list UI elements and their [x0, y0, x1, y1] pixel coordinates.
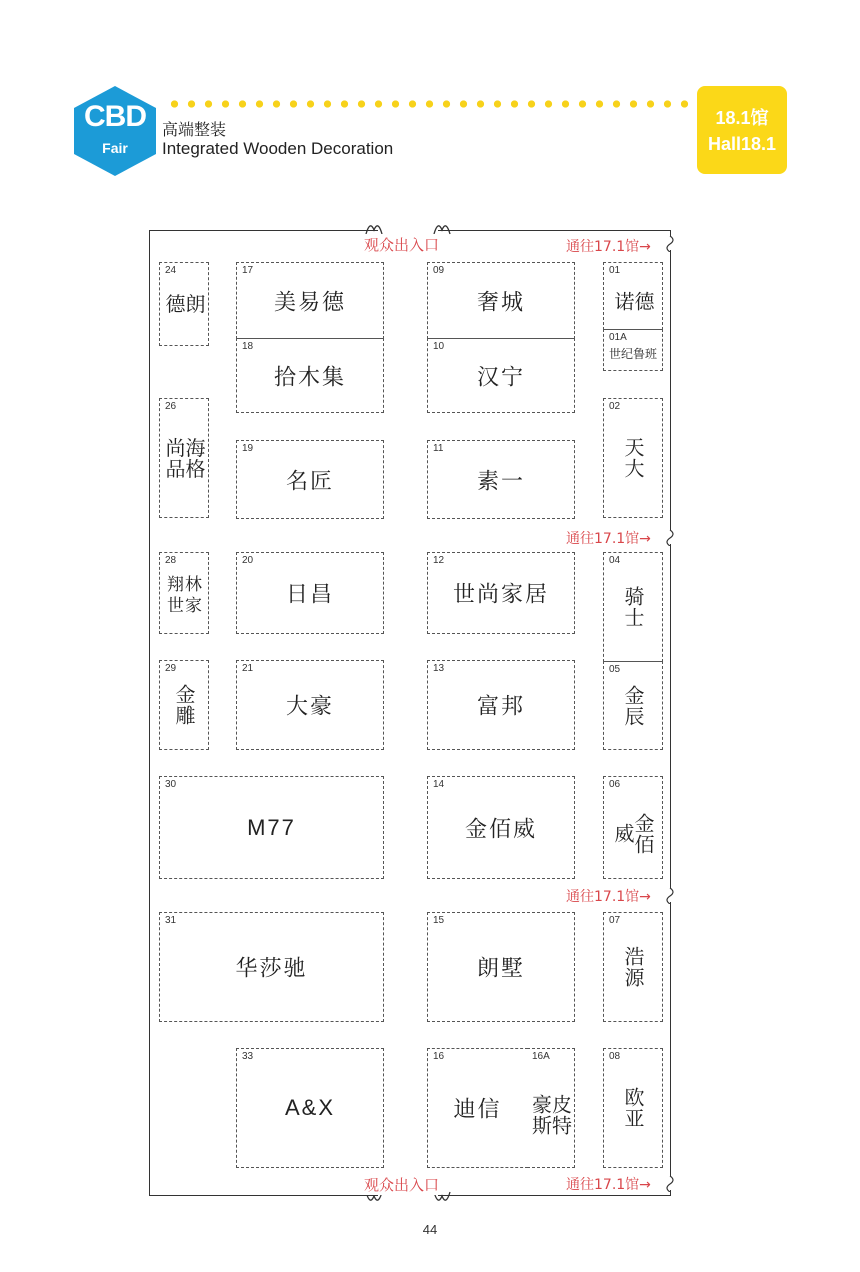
- top-door-icon: [364, 216, 454, 236]
- entrance-label-bottom: 观众出入口: [364, 1176, 440, 1194]
- booth-name: 奢城: [476, 290, 525, 315]
- booth-name: 浩源: [621, 946, 645, 988]
- booth-28[interactable]: [159, 552, 209, 634]
- booth-number: 16: [433, 1051, 445, 1062]
- booth-33[interactable]: [236, 1048, 384, 1168]
- hall-badge-en: Hall18.1: [707, 134, 777, 154]
- booth-01a[interactable]: [603, 329, 663, 371]
- booth-number: 15: [433, 915, 445, 926]
- booth-number: 17: [242, 265, 254, 276]
- hall-badge: [697, 86, 787, 174]
- passage-label-2: 通往17.1馆→: [564, 528, 653, 548]
- booth-name: A&X: [284, 1095, 336, 1120]
- logo-text: CBD: [84, 100, 146, 133]
- booth-name: 海格尚品: [162, 437, 206, 479]
- booth-number: 14: [433, 779, 445, 790]
- booth-name: 朗德: [162, 293, 206, 315]
- booth-14[interactable]: [427, 776, 575, 879]
- booth-name: 华莎驰: [235, 956, 308, 982]
- booth-name: 世纪鲁班: [608, 347, 657, 361]
- booth-number: 10: [433, 341, 445, 352]
- booth-number: 33: [242, 1051, 254, 1062]
- wall-squiggle-icon: [664, 236, 678, 252]
- wall-squiggle-icon: [664, 1176, 678, 1192]
- booth-16a[interactable]: [527, 1048, 575, 1168]
- booth-number: 20: [242, 555, 254, 566]
- booth-name: 美易德: [273, 290, 346, 315]
- booth-20[interactable]: [236, 552, 384, 634]
- booth-name: 拾木集: [273, 365, 346, 390]
- booth-name: 德诺: [611, 290, 655, 312]
- booth-number: 09: [433, 265, 445, 276]
- booth-number: 04: [609, 555, 621, 566]
- booth-number: 06: [609, 779, 621, 790]
- booth-30[interactable]: [159, 776, 384, 879]
- booth-name: M77: [247, 814, 296, 840]
- booth-number: 01: [609, 265, 621, 276]
- booth-number: 01A: [609, 332, 627, 343]
- wall-squiggle-icon: [664, 888, 678, 904]
- booth-09[interactable]: [427, 262, 575, 339]
- booth-15[interactable]: [427, 912, 575, 1022]
- booth-name: 欧亚: [621, 1087, 645, 1129]
- booth-name: 金雕: [172, 684, 196, 726]
- booth-07[interactable]: [603, 912, 663, 1022]
- booth-29[interactable]: [159, 660, 209, 750]
- booth-21[interactable]: [236, 660, 384, 750]
- booth-17[interactable]: [236, 262, 384, 339]
- booth-13[interactable]: [427, 660, 575, 750]
- booth-name: 金辰: [621, 684, 645, 727]
- passage-label-3: 通往17.1馆→: [564, 886, 653, 906]
- booth-number: 05: [609, 664, 621, 675]
- booth-name: 世尚家居: [452, 582, 549, 608]
- dotted-divider: [166, 98, 696, 110]
- booth-number: 21: [242, 663, 254, 674]
- section-title-en: Integrated Wooden Decoration: [162, 139, 394, 158]
- booth-08[interactable]: [603, 1048, 663, 1168]
- booth-name: 金佰威: [611, 812, 655, 855]
- booth-name: 大豪: [285, 694, 334, 720]
- booth-number: 11: [433, 443, 444, 454]
- logo-subtext: Fair: [102, 140, 128, 156]
- booth-name: 天大: [621, 437, 645, 479]
- booth-number: 24: [165, 265, 177, 276]
- wall-squiggle-icon: [664, 530, 678, 546]
- booth-number: 13: [433, 663, 445, 674]
- section-title-cn: 高端整装: [162, 120, 227, 139]
- hall-outline: [149, 230, 671, 1196]
- booth-number: 30: [165, 779, 177, 790]
- booth-number: 18: [242, 341, 254, 352]
- booth-number: 19: [242, 443, 254, 454]
- booth-name: 金佰威: [464, 817, 537, 842]
- booth-05[interactable]: [603, 661, 663, 750]
- hall-badge-cn: 18.1馆: [715, 108, 769, 128]
- passage-label-1: 通往17.1馆→: [564, 236, 653, 256]
- booth-31[interactable]: [159, 912, 384, 1022]
- booth-name: 富邦: [476, 694, 525, 720]
- booth-number: 29: [165, 663, 177, 674]
- booth-26[interactable]: [159, 398, 209, 518]
- booth-number: 26: [165, 401, 177, 412]
- booth-11[interactable]: [427, 440, 575, 519]
- booth-name: 迪信: [453, 1097, 502, 1123]
- booth-04[interactable]: [603, 552, 663, 662]
- booth-12[interactable]: [427, 552, 575, 634]
- page-number: 44: [422, 1222, 438, 1237]
- booth-name: 皮特豪斯: [528, 1094, 573, 1137]
- booth-02[interactable]: [603, 398, 663, 518]
- booth-name: 朗墅: [476, 956, 525, 982]
- booth-name: 骑士: [621, 586, 645, 628]
- booth-number: 16A: [532, 1051, 550, 1062]
- booth-number: 12: [433, 555, 445, 566]
- booth-number: 02: [609, 401, 621, 412]
- booth-18[interactable]: [236, 338, 384, 413]
- booth-19[interactable]: [236, 440, 384, 519]
- entrance-label-top: 观众出入口: [364, 236, 440, 254]
- booth-name: 汉宁: [476, 365, 525, 390]
- booth-number: 08: [609, 1051, 621, 1062]
- booth-number: 07: [609, 915, 621, 926]
- booth-name: 日昌: [285, 582, 334, 608]
- booth-number: 31: [165, 915, 177, 926]
- booth-10[interactable]: [427, 338, 575, 413]
- booth-24[interactable]: [159, 262, 209, 346]
- booth-06[interactable]: [603, 776, 663, 879]
- booth-01[interactable]: [603, 262, 663, 330]
- booth-name: 素一: [476, 469, 525, 494]
- booth-name: 名匠: [285, 469, 334, 494]
- booth-number: 28: [165, 555, 177, 566]
- booth-name: 翔林世家: [167, 575, 203, 617]
- booth-16[interactable]: [427, 1048, 528, 1168]
- passage-label-4: 通往17.1馆→: [564, 1174, 653, 1194]
